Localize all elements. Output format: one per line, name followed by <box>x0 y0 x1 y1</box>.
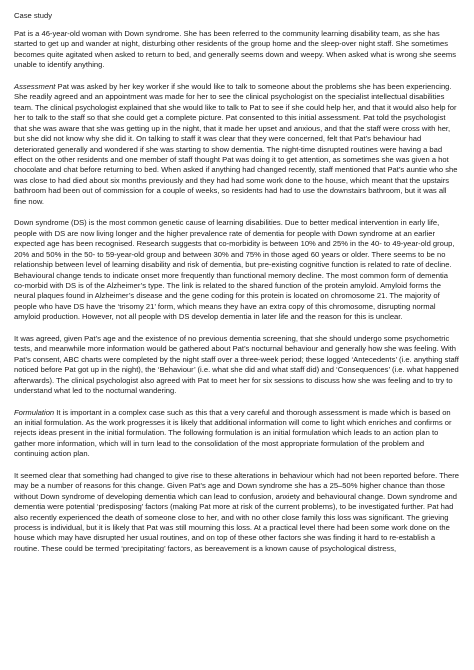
paragraph-psychometric-tests <box>14 334 460 397</box>
paragraph-text: Pat was asked by her key worker if she would like to talk to someone about the problems she has been experiencing. She readily agreed and an appointment was made for her to see the clinical psychologist on the specialist intellectual disabilities team. The clinical psychologist explained that she would like to talk to Pat to see if she could help her, and that it would also help for her to talk to the staff so that she could get a complete picture. Pat consented to this initial assessment. Pat told the psychologist that she was aware that she was getting up in the night, that it made her upset and anxious, and that the staff were cross with her, but she did not know why she did it. On talking to staff it was clear that they were concerned, felt that Pat’s behaviour had deteriorated generally and wondered if she was starting to show dementia. The night-time disrupted routines were having a bad effect on the other residents and one member of staff thought Pat was doing it to get attention, as sometimes she was given a hot chocolate and chat before returning to bed. When asked if anything had changed recently, staff mentioned that Pat’s auntie who she was close to had died about six months previously and they had had some work done to the house, which meant that the upstairs bathroom had been out of commission for a couple of weeks, so residents had had to use the downstairs bathroom, but it was all fine now. <box>14 81 458 206</box>
paragraph-text: It is important in a complex case such as this that a very careful and thorough assessment is made which is based on an initial formulation. As the work progresses it is likely that additional information will come to light which enriches and confirms or rejects ideas present in the initial formulation. The following formulation is an initial formulation which leads to an action plan to gather more information, which will in turn lead to the consolidation of the most appropriate formulation of the problem and continuing action plan. <box>14 407 452 459</box>
paragraph-text: It was agreed, given Pat’s age and the existence of no previous dementia screening, that she should undergo some psychometric tests, and meanwhile more information would be gathered about Pat’s nocturnal behaviour and generally how she was feeling. With Pat’s consent, ABC charts were completed by the night staff over a three-week period; these logged ‘Antecedents’ (i.e. anything staff noticed before Pat got up in the night), the ‘Behaviour’ (i.e. what she did and what staff did) and ‘Consequences’ (i.e. what happened afterwards). The clinical psychologist also agreed with Pat to meet her for six sessions to discuss how she was feeling and to try to understand what led to the nocturnal wandering. <box>14 333 459 396</box>
paragraph-formulation <box>14 408 460 460</box>
paragraph-lead-assessment: Assessment <box>14 81 56 91</box>
paragraph-assessment <box>14 82 460 207</box>
paragraph-lead-formulation: Formulation <box>14 407 55 417</box>
paragraph-factors <box>14 471 460 555</box>
paragraph-text: It seemed clear that something had changed to give rise to these alterations in behaviour which had not been reported before. There may be a number of reasons for this change. Given Pat’s age and Down syndrome she has a 25–50% higher chance than those without Down syndrome of developing dementia which can lead to confusion, anxiety and behavioural change. Down syndrome and dementia were potential ‘predisposing’ factors (making Pat more at risk of the current problems), to be investigated further. Pat had also recently experienced the death of someone close to her, and with no other close family this loss was significant. The grieving process is individual, but it is likely that Pat was still mourning this loss. At a practical level there had been some work done on the house which may have disrupted her usual routines, and on top of these other factors she was finding it hard to re-establish a routine. These could be termed ‘precipitating’ factors, as bereavement is a known cause of psychological distress, <box>14 470 460 553</box>
paragraph-text: Pat is a 46-year-old woman with Down syndrome. She has been referred to the community learning disability team, as she has started to get up and wander at night, disturbing other residents of the group home and the sleep-over night staff. She sometimes becomes quite agitated when asked to return to bed, and generally seems down and weepy. When asked what is wrong she seems unable to identify anything. <box>14 29 457 70</box>
paragraph-intro <box>14 29 460 71</box>
paragraph-text: Down syndrome (DS) is the most common genetic cause of learning disabilities. Due to better medical intervention in early life, people with DS are now living longer and the higher prevalence rate of dementia for people with Down syndrome at an earlier expected age has been recognised. Research suggests that co-morbidity is between 10% and 25% in the 40- to 49-year-old group, 20% and 50% in the 50- to 59-year-old group and between 30% and 75% in those aged 60 years or older. There seems to be no relationship between level of learning disability and risk of dementia, but pre-existing cognitive function is related to rate of decline. Behavioural change tends to indicate onset more frequently than functional memory decline. The most common form of dementia co-morbid with DS is of the Alzheimer’s type. The link is related to the shared function of the protein amyloid. Amyloid forms the neural plaques found in Alzheimer’s disease and the gene coding for this protein is located on chromosome 21. The majority of people who have DS have the ‘trisomy 21’ form, which means they have an extra copy of this chromosome, disrupting normal amyloid production. However, not all people with DS develop dementia in later life and the reason for this is unclear. <box>14 218 455 322</box>
document-title: Case study <box>14 11 52 20</box>
paragraph-down-syndrome <box>14 218 460 323</box>
